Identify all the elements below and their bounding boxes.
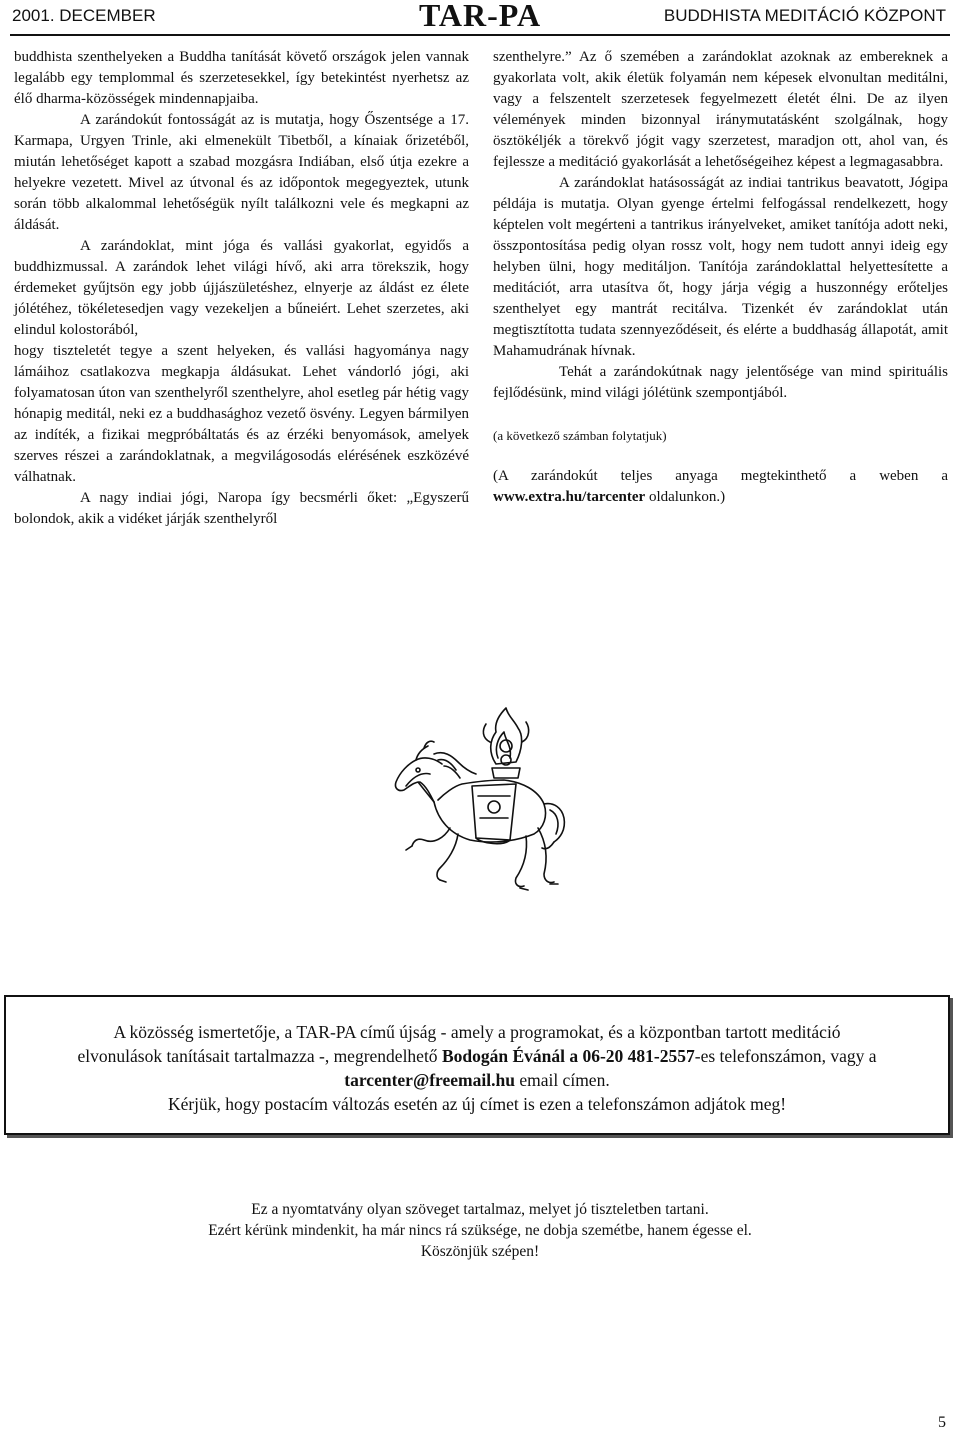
paragraph: A zarándoklat, mint jóga és vallási gyakorlat, egyidős a buddhizmussal. A zarándok lehet világi hívő, aki arra törekszik, hogy érdemeket gyűjtsön egy jobb újjászületéshez, elnyerje az áldást ez élete jólétéhez, tökéletesedjen vagy vezekeljen a bűneiért. Lehet szerzetes, aki elindul kolostorából, bbox=[14, 238, 469, 338]
web-note-prefix: (A zarándokút teljes anyaga megtekinthető a weben a bbox=[493, 468, 948, 484]
footer-line: Ez a nyomtatvány olyan szöveget tartalmaz, melyet jó tiszteletben tartani. bbox=[251, 1201, 709, 1218]
paragraph: A zarándokút fontosságát az is mutatja, hogy Őszentsége a 17. Karmapa, Urgyen Trinle, aki elmenekült Tibetből, a kínaiak őrizetéből, miután lehetőséget kapott a szabad mozgásra Indiában, első útja ezekre a helyekre vezetett. Mivel az útvonal és az időpontok megegyeztek, utunk során több alkalommal lehetőségük nyílt találkozni vele és megkapni az áldását. bbox=[14, 112, 469, 233]
header-rule bbox=[10, 34, 950, 36]
footer-line: Ezért kérünk mindenkit, ha már nincs rá szüksége, ne dobja szemétbe, hanem égesse el. bbox=[208, 1222, 752, 1239]
info-text: email címen. bbox=[514, 1070, 610, 1090]
info-text: -es telefonszámon, vagy a bbox=[694, 1046, 877, 1066]
website-link[interactable]: www.extra.hu/tarcenter bbox=[493, 489, 646, 505]
paragraph: hogy tiszteletét tegye a szent helyeken, és vallási hagyománya nagy lámáihoz csatlakozva megkapja áldásukat. Lehet vándorló jógi, aki folyamatosan úton van szenthelyről szenthelyre, ahol esetleg pár hétig vagy hónapig meditál, neki ez a buddhasághoz vezető ösvény. Legyen bármilyen az indíték, a fizikai megpróbáltatás és az érzéki benyomások, amelyek szerves részei a zarándoklatnak, a megvilágosodás elérésének eszközévé válhatnak. bbox=[14, 343, 469, 485]
email-link[interactable]: tarcenter@freemail.hu bbox=[344, 1070, 515, 1090]
web-note bbox=[493, 466, 948, 508]
paragraph: buddhista szenthelyeken a Buddha tanítását követő országok jelen vannak legalább egy templommal és szerzetesekkel, így betekintést nyerhetsz az élő dharma-közösségek mindennapjaiba. bbox=[14, 49, 469, 107]
header-organization: BUDDHISTA MEDITÁCIÓ KÖZPONT bbox=[663, 6, 946, 25]
info-line bbox=[6, 1044, 948, 1068]
page-header bbox=[0, 0, 960, 34]
wind-horse-icon bbox=[378, 702, 588, 910]
left-column bbox=[14, 47, 469, 530]
footer-note bbox=[0, 1199, 960, 1262]
paragraph: A nagy indiai jógi, Naropa így becsmérli őket: „Egyszerű bolondok, akik a vidéket járják szenthelyről bbox=[14, 490, 469, 527]
info-text: elvonulások tanításait tartalmazza -, megrendelhető bbox=[77, 1046, 442, 1066]
info-line: Kérjük, hogy postacím változás esetén az új címet is ezen a telefonszámon adjátok meg! bbox=[167, 1094, 787, 1114]
info-line bbox=[6, 1068, 948, 1092]
header-date: 2001. DECEMBER bbox=[12, 6, 156, 25]
info-line: A közösség ismertetője, a TAR-PA című újság - amely a programokat, és a központban tartott meditáció bbox=[113, 1022, 841, 1042]
paragraph: A zarándoklat hatásosságát az indiai tantrikus beavatott, Jógipa példája is mutatja. Olyan gyenge értelmi felfogással rendelkezett, hogy képtelen volt megérteni a tantrikus irányelveket, amiket tanítója adott neki, összpontosítása pedig olyan rossz volt, hogy nem tudott annyi ideig egy helyben ülni, hogy meditáljon. Tanítója zarándoklattal helyettesítette a meditációt, arra utasítva őt, hogy járja végig a huszonnégy erőteljes szenthelyet egy mantrát recitálva. Tizenkét év zarándoklat után megtisztította tudata szennyeződéseit, és elérte a buddhaság állapotát, amit Mahamudrának hívnak. bbox=[493, 175, 948, 359]
header-title: TAR-PA bbox=[418, 0, 542, 33]
web-note-suffix: oldalunkon.) bbox=[645, 489, 726, 505]
subscription-info-box bbox=[4, 995, 950, 1135]
continued-note: (a következő számban folytatjuk) bbox=[493, 428, 667, 443]
paragraph: szenthelyre.” Az ő szemében a zarándoklat azoknak az embereknek a gyakorlata volt, akik életük folyamán nem képesek elvonultan meditálni, vagy a felszentelt szerzetesek fegyelmezett életét élni. De az ilyen vélemények minden bizonnyal iránymutatásként szolgálnak, hogy ösztökéljék a törekvő jógit vagy szerzetest, maradjon ott, ahol van, és fejlessze a meditáció gyakorlását a lehetőségeihez képest a legmagasabbra. bbox=[493, 49, 948, 170]
page-number: 5 bbox=[938, 1414, 946, 1431]
contact-name-phone: Bodogán Évánál a 06-20 481-2557 bbox=[441, 1046, 695, 1066]
footer-line: Köszönjük szépen! bbox=[420, 1243, 540, 1260]
paragraph: Tehát a zarándokútnak nagy jelentősége van mind spirituális fejlődésünk, mind világi jólétünk szempontjából. bbox=[493, 364, 948, 401]
right-column bbox=[493, 47, 948, 508]
